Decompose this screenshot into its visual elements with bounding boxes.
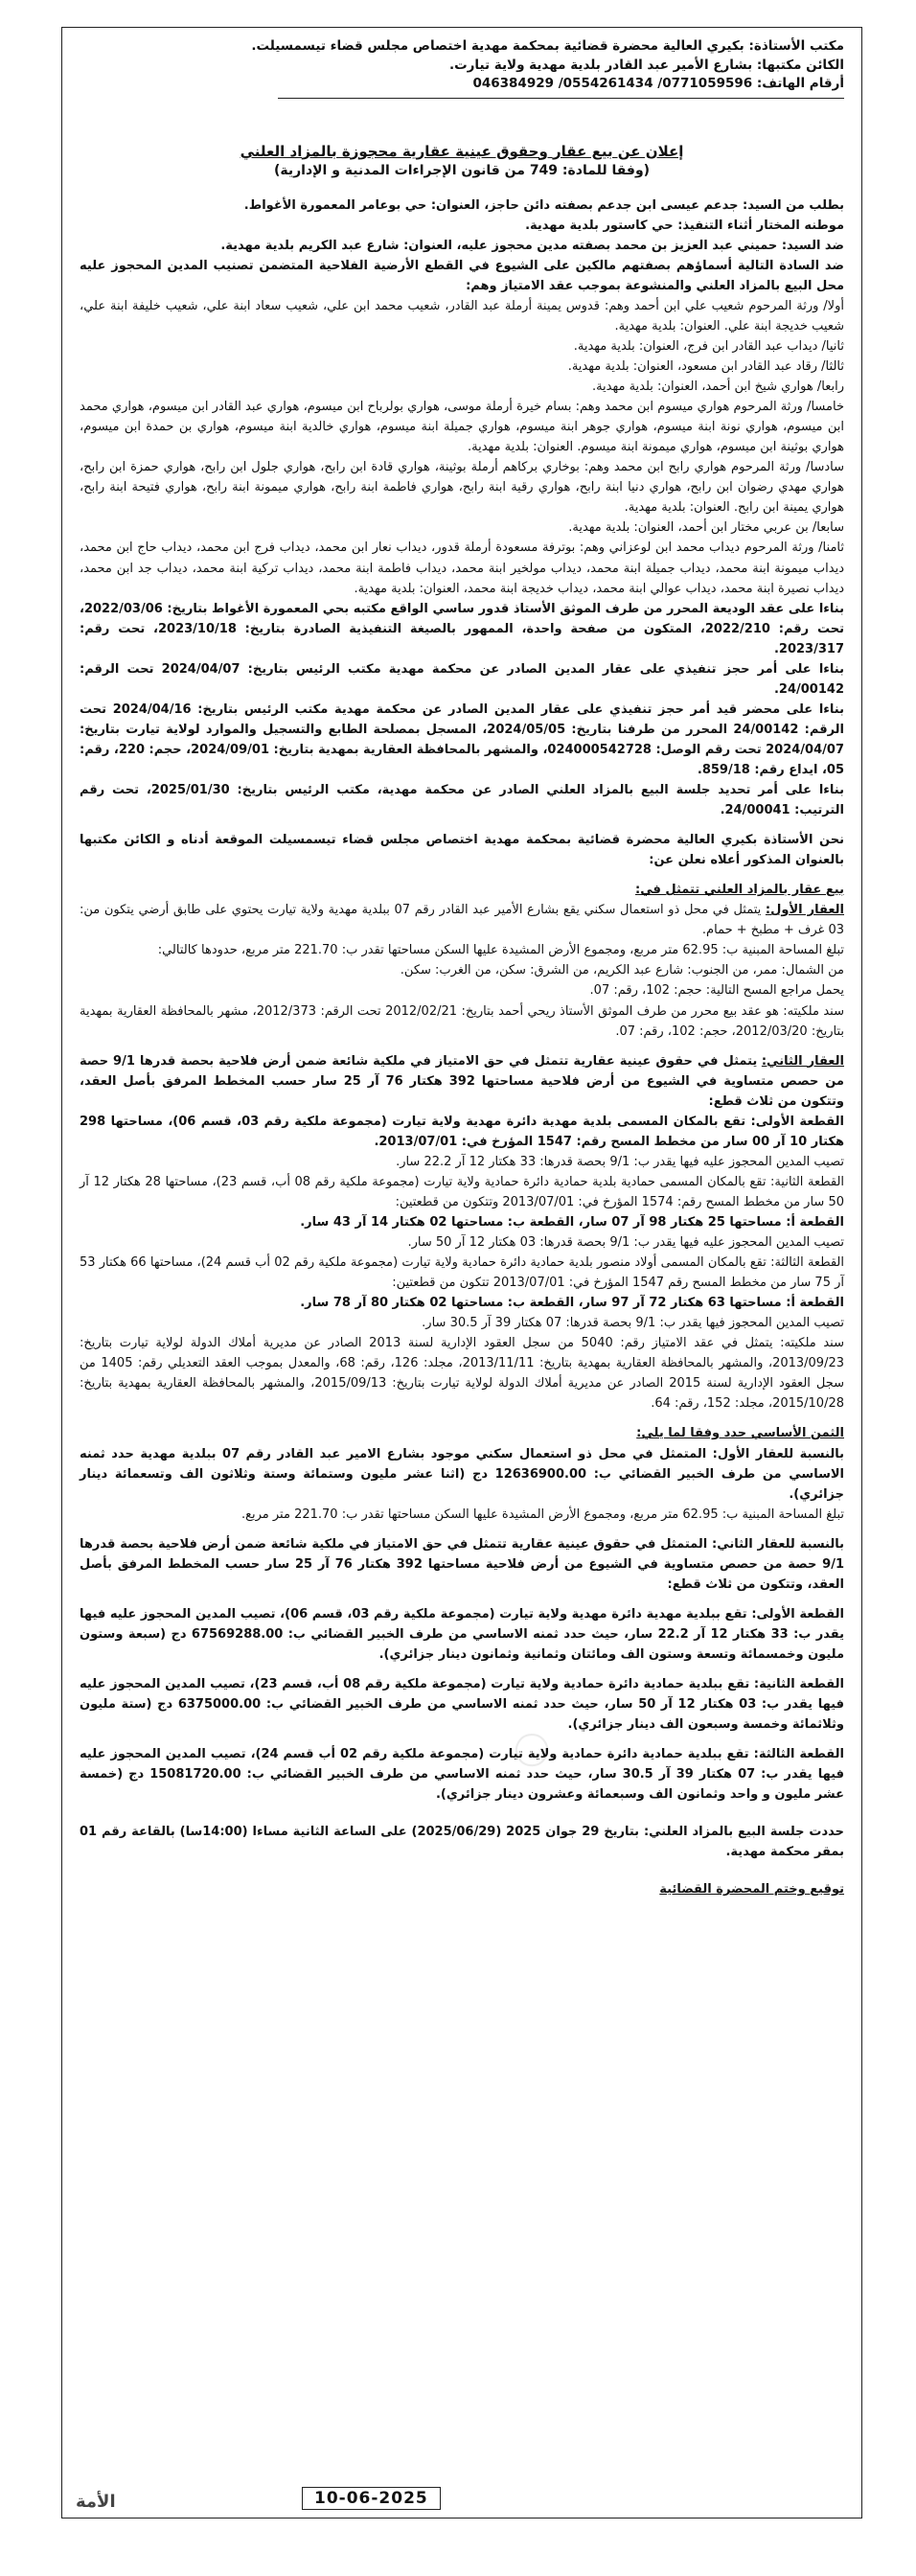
notice-frame xyxy=(61,27,862,2518)
paragraph-heirs-8: ثامنا/ ورثة المرحوم ديداب محمد ابن لوعزاني وهم: بوترفة مسعودة أرملة قدور، ديداب نعار ابن محمد، ديداب فرج ابن محمد، ديداب حاج ابن محمد، ديداب ميمونة ابنة محمد، ديداب جميلة ابنة محمد، ديداب مولخير ابنة محمد، ديداب فاطمة ابنة محمد، ديداب تركية ابنة محمد، ديداب جد ابن محمد، ديداب نصيرة ابنة محمد، ديداب عوالي ابنة محمد، ديداب خديجة ابنة محمد، العنوان: بلدية مهدية. xyxy=(80,540,844,596)
bailiff-signature: توقيع وختم المحضرة القضائية xyxy=(659,1882,844,1898)
paragraph-debtor: ضد السيد: حميني عبد العزيز بن محمد بصفته مدين محجوز عليه، العنوان: شارع عبد الكريم بلدية مهدية. xyxy=(220,238,844,253)
price-property2: بالنسبة للعقار الثاني: المتمثل في حقوق عينية عقارية تتمثل في حق الامتياز في ملكية شائعة ضمن أرض فلاحية بحصة قدرها 9/1 حصة من حصص متساوية في الشيوع من أرض فلاحية مساحتها 392 هكتار 76 آر 25 سار حسب المخطط المرفق بأصل العقد، وتتكون من ثلاث قطع: xyxy=(80,1536,844,1592)
property2-label: العقار الثاني: xyxy=(761,1053,844,1069)
office-line-2: الكائن مكتبها: بشارع الأمير عبد القادر بلدية مهدية ولاية تيارت. xyxy=(448,57,844,73)
paragraph-seizure-order: بناءا على أمر حجز تنفيذي على عقار المدين الصادر عن محكمة مهدية مكتب الرئيس بتاريخ: 2024/04/07 تحت الرقم: 24/00142. xyxy=(80,661,844,697)
paragraph-owner-4: رابعا/ هواري شيخ ابن أحمد، العنوان: بلدية مهدية. xyxy=(591,380,844,395)
footer xyxy=(62,2475,861,2518)
price-property1: بالنسبة للعقار الأول: المتمثل في محل ذو استعمال سكني موجود بشارع الامير عبد القادر رقم 07 ببلدية مهدية حدد ثمنه الاساسي من طرف الخبير القضائي ب: 12636900.00 دج (اثنا عشر مليون وستمائة وستة وثلاثون الف وتسعمائة دينار جزائري). xyxy=(80,1446,844,1502)
auction-session: حددت جلسة البيع بالمزاد العلني: بتاريخ 29 جوان 2025 (2025/06/29) على الساعة الثانية مساءا (14:00سا) بالقاعة رقم 01 بمقر محكمة مهدية. xyxy=(80,1825,845,1860)
property2-plot3-share: تصيب المدين المحجوز فيها يقدر ب: 9/1 بحصة قدرها: 07 هكتار 39 آر 30.5 سار. xyxy=(422,1316,844,1331)
paragraph-co-owners: ضد السادة التالية أسماؤهم بصفتهم مالكين على الشيوع في القطع الأرضية الفلاحية المتضمن تصنيب المدين المحجوز عليه محل البيع بالمزاد العلني والمنشوعة بموجب عقد الامتياز وهم: xyxy=(80,258,844,293)
property1-plan: يحمل مراجع المسح التالية: حجم: 102، رقم: 07. xyxy=(589,983,844,999)
paragraph-heirs-5: خامسا/ ورثة المرحوم هواري ميسوم ابن محمد وهم: بسام خيرة أرملة موسى، هواري بولرباح ابن ميسوم، هواري عبد القادر ابن ميسوم، هواري محمد ابن ميسوم، هواري نونة ابنة ميسوم، هواري جوهر ابنة ميسوم، هواري جميلة ابنة ميسوم، هواري خالدية ابنة ميسوم، هواري بن حمدة ابن ميسوم، هواري بوثينة ابن ميسوم، هواري ميمونة ابنة ميسوم. العنوان: بلدية مهدية. xyxy=(80,400,844,455)
property2-plot2-share: تصيب المدين المحجوز عليه فيها يقدر ب: 9/1 بحصة قدرها: 03 هكتار 12 آر 50 سار. xyxy=(407,1235,844,1251)
paragraph-domicile: موطنه المختار أثناء التنفيذ: حي كاستور بلدية مهدية. xyxy=(525,218,844,233)
price-plot2: القطعة الثانية: تقع ببلدية حمادية دائرة حمادية ولاية تيارت (مجموعة ملكية رقم 08 أب، قسم 23)، تصيب المدين المحجوز عليه فيها يقدر ب: 03 هكتار 12 آر 50 سار، حيث حدد ثمنه الاساسي من طرف الخبير القضائي ب: 6375000.00 دج (ستة مليون وثلاثمائة وخمسة وسبعون الف دينار جزائري). xyxy=(80,1676,844,1733)
notice-title: إعلان عن بيع عقار وحقوق عينية عقارية محجوزة بالمزاد العلني xyxy=(240,142,684,160)
office-phones: أرقام الهاتف: 0771059596/ 0554261434/ 046384929 xyxy=(472,76,844,92)
paragraph-owner-2: ثانيا/ ديداب عبد القادر ابن فرج، العنوان: بلدية مهدية. xyxy=(573,339,844,355)
newspaper-logo: الأمة xyxy=(76,2492,116,2512)
property2-plot3-parts: القطعة أ: مساحتها 63 هكتار 72 آر 97 سار، القطعة ب: مساحتها 02 هكتار 80 آر 78 سار. xyxy=(300,1296,844,1311)
property2-desc: يتمثل في حقوق عينية عقارية تتمثل في حق الامتياز في ملكية شائعة ضمن أرض فلاحية بحصة قدرها 9/1 حصة من حصص متساوية في الشيوع من أرض فلاحية مساحتها 392 هكتار 76 آر 25 سار حسب المخطط المرفق بأصل العقد، وتتكون من ثلاث قطع: xyxy=(80,1053,844,1109)
office-header xyxy=(80,37,844,99)
property2-deed: سند ملكيته: يتمثل في عقد الامتياز رقم: 5040 من سجل العقود الإدارية لسنة 2013 الصادر عن مديرية أملاك الدولة لولاية تيارت بتاريخ: 2013/09/23، والمشهر بالمحافظة العقارية بمهدية بتاريخ: 2013/11/11، مجلد: 126، رقم: 68، والمعدل بموجب العقد التعديلي رقم: 1405 من سجل العقود الإدارية لسنة 2015 الصادر عن مديرية أملاك الدولة لولاية تيارت بتاريخ: 2015/09/13، والمشهر بالمحافظة العقارية بمهدية بتاريخ: 2015/10/28، مجلد: 152، رقم: 64. xyxy=(80,1336,844,1412)
publication-date: 10-06-2025 xyxy=(302,2487,441,2510)
paragraph-announcement: نحن الأستاذة بكيري العالية محضرة قضائية بمحكمة مهدية اختصاص مجلس قضاء تيسمسيلت الموقعة أدناه و الكائن مكتبها بالعنوان المذكور أعلاه نعلن عن: xyxy=(80,833,844,868)
price-plot3: القطعة الثالثة: تقع ببلدية حمادية دائرة حمادية ولاية تيارت (مجموعة ملكية رقم 02 أب قسم 24)، تصيب المدين المحجوز عليه فيها يقدر ب: 07 هكتار 39 آر 30.5 سار، حيث حدد ثمنه الاساسي من طرف الخبير القضائي ب: 15081720.00 دج (خمسة عشر مليون و واحد وثمانون الف وسبعمائة وعشرون دينار جزائري). xyxy=(80,1747,844,1803)
property1-deed: سند ملكيته: هو عقد بيع محرر من طرف الموثق الأستاذ ريحي أحمد بتاريخ: 2012/02/21 تحت الرقم: 2012/373، مشهر بالمحافظة العقارية بمهدية بتاريخ: 2012/03/20، حجم: 102، رقم: 07. xyxy=(80,1003,844,1039)
paragraph-owner-3: ثالثا/ رقاد عبد القادر ابن مسعود، العنوان: بلدية مهدية. xyxy=(567,359,844,375)
property1-label: العقار الأول: xyxy=(765,903,844,918)
prices-heading: الثمن الأساسي حدد وفقا لما يلي: xyxy=(636,1426,844,1441)
paragraph-deposit-deed: بناءا على عقد الوديعة المحرر من طرف الموثق الأستاذ قدور ساسي الواقع مكتبه بحي المعمورة الأغواط بتاريخ: 2022/03/06، تحت رقم: 2022/210، المتكون من صفحة واحدة، الممهور بالصيغة التنفيذية الصادرة بتاريخ: 2023/10/18، تحت رقم: 2023/317. xyxy=(80,601,845,656)
property2-plot3: القطعة الثالثة: تقع بالمكان المسمى أولاد منصور بلدية حمادية دائرة حمادية ولاية تيارت (مجموعة ملكية رقم 02 أب قسم 24)، مساحتها 66 هكتار 53 آر 75 سار من مخطط المسح رقم 1547 المؤرخ في: 2013/07/01 تتكون من قطعتين: xyxy=(80,1255,845,1291)
header-divider xyxy=(278,98,844,99)
sale-heading: بيع عقار بالمزاد العلني تتمثل في: xyxy=(635,883,844,898)
property2-plot1-share: تصيب المدين المحجوز عليه فيها يقدر ب: 9/1 بحصة قدرها: 33 هكتار 12 آر 22.2 سار. xyxy=(396,1154,844,1169)
paragraph-session-order: بناءا على أمر تحديد جلسة البيع بالمزاد العلني الصادر عن محكمة مهدية، مكتب الرئيس بتاريخ: 2025/01/30، تحت رقم الترتيب: 24/00041. xyxy=(80,783,844,818)
property1-area: تبلغ المساحة المبنية ب: 62.95 متر مربع، ومجموع الأرض المشيدة عليها السكن مساحتها تقدر ب: 221.70 متر مربع، حدودها كالتالي: xyxy=(157,943,844,958)
property2-block xyxy=(80,1051,844,1112)
paragraph-heirs-6: سادسا/ ورثة المرحوم هواري رابح ابن محمد وهم: بوخاري بركاهم أرملة بوثينة، هواري قادة ابن رابح، هواري جلول ابن رابح، هواري حمزة ابن رابح، هواري مهدي رضوان ابن رابح، هواري دنيا ابنة رابح، هواري رقية ابنة رابح، هواري فاطمة ابنة رابح، هواري ميمونة ابنة رابح، هواري فتيحة ابنة رابح، هواري يمينة ابن رابح. العنوان: بلدية مهدية. xyxy=(80,460,844,516)
property1-bounds: من الشمال: ممر، من الجنوب: شارع عبد الكريم، من الشرق: سكن، من الغرب: سكن. xyxy=(400,963,844,978)
paragraph-heirs-1: أولا/ ورثة المرحوم شعيب علي ابن أحمد وهم: قدوس يمينة أرملة عبد القادر، شعيب محمد ابن علي، شعيب سعاد ابنة علي، شعيب خليفة ابنة علي، شعيب خديجة ابنة علي. العنوان: بلدية مهدية. xyxy=(80,298,844,334)
price-property1-area: تبلغ المساحة المبنية ب: 62.95 متر مربع، ومجموع الأرض المشيدة عليها السكن مساحتها تقدر ب: 221.70 متر مربع. xyxy=(240,1506,844,1522)
property1-desc: يتمثل في محل ذو استعمال سكني يقع بشارع الأمير عبد القادر رقم 07 ببلدية مهدية ولاية تيارت يحتوي على طابق أرضي يتكون من: 03 غرف + مطبخ + حمام. xyxy=(80,903,844,938)
property2-plot2-parts: القطعة أ: مساحتها 25 هكتار 98 آر 07 سار، القطعة ب: مساحتها 02 هكتار 14 آر 43 سار. xyxy=(300,1214,844,1230)
watermark: ◯ xyxy=(507,1722,559,1774)
property1-block xyxy=(80,900,844,940)
price-plot1: القطعة الأولى: تقع ببلدية مهدية دائرة مهدية ولاية تيارت (مجموعة ملكية رقم 03، قسم 06)، تصيب المدين المحجوز عليه فيها يقدر ب: 33 هكتار 12 آر 22.2 سار، حيث حدد ثمنه الاساسي من طرف الخبير القضائي ب: 67569288.00 دج (سبعة وستون مليون وخمسمائة وتسعة وستون الف ومائتان وثمانية وثمانون دينار جزائري). xyxy=(80,1606,844,1662)
property2-plot1: القطعة الأولى: تقع بالمكان المسمى بلدية مهدية دائرة مهدية ولاية تيارت (مجموعة ملكية رقم 03، قسم 06)، مساحتها 298 هكتار 10 آر 00 سار من مخطط المسح رقم: 1547 المؤرخ في: 2013/07/01. xyxy=(80,1114,844,1149)
property2-plot2: القطعة الثانية: تقع بالمكان المسمى حمادية بلدية حمادية دائرة حمادية ولاية تيارت (مجموعة ملكية رقم 08 أب، قسم 23)، مساحتها 28 هكتار 12 آر 50 سار من مخطط المسح رقم: 1574 المؤرخ في: 2013/07/01 وتتكون من قطعتين: xyxy=(80,1174,845,1209)
paragraph-requester: بطلب من السيد: جدعم عيسى ابن جدعم بصفته دائن حاجز، العنوان: حي بوعامر المعمورة الأغواط. xyxy=(243,197,844,213)
notice-subtitle: (وفقا للمادة: 749 من قانون الإجراءات المدنية و الإدارية) xyxy=(273,162,651,178)
notice-content xyxy=(80,37,844,1899)
paragraph-seizure-record: بناءا على محضر قيد أمر حجز تنفيذي على عقار المدين الصادر عن محكمة مهدية مكتب الرئيس بتاريخ: 2024/04/16 تحت الرقم: 24/00142 المحرر من طرفنا بتاريخ: 2024/05/05، المسجل بمصلحة الطابع والتسجيل والموارد لولاية تيارت بتاريخ: 2024/04/07 تحت رقم الوصل: 024000542728، والمشهر بالمحافظة العقارية بمهدية بتاريخ: 2024/09/01، حجم: 220، رقم: 05، ايداع رقم: 859/18. xyxy=(80,702,845,777)
paragraph-owner-7: سابعا/ بن عربي مختار ابن أحمد، العنوان: بلدية مهدية. xyxy=(568,520,844,536)
office-line-1: مكتب الأستاذة: بكيري العالية محضرة قضائية بمحكمة مهدية اختصاص مجلس قضاء تيسمسيلت. xyxy=(251,38,844,54)
